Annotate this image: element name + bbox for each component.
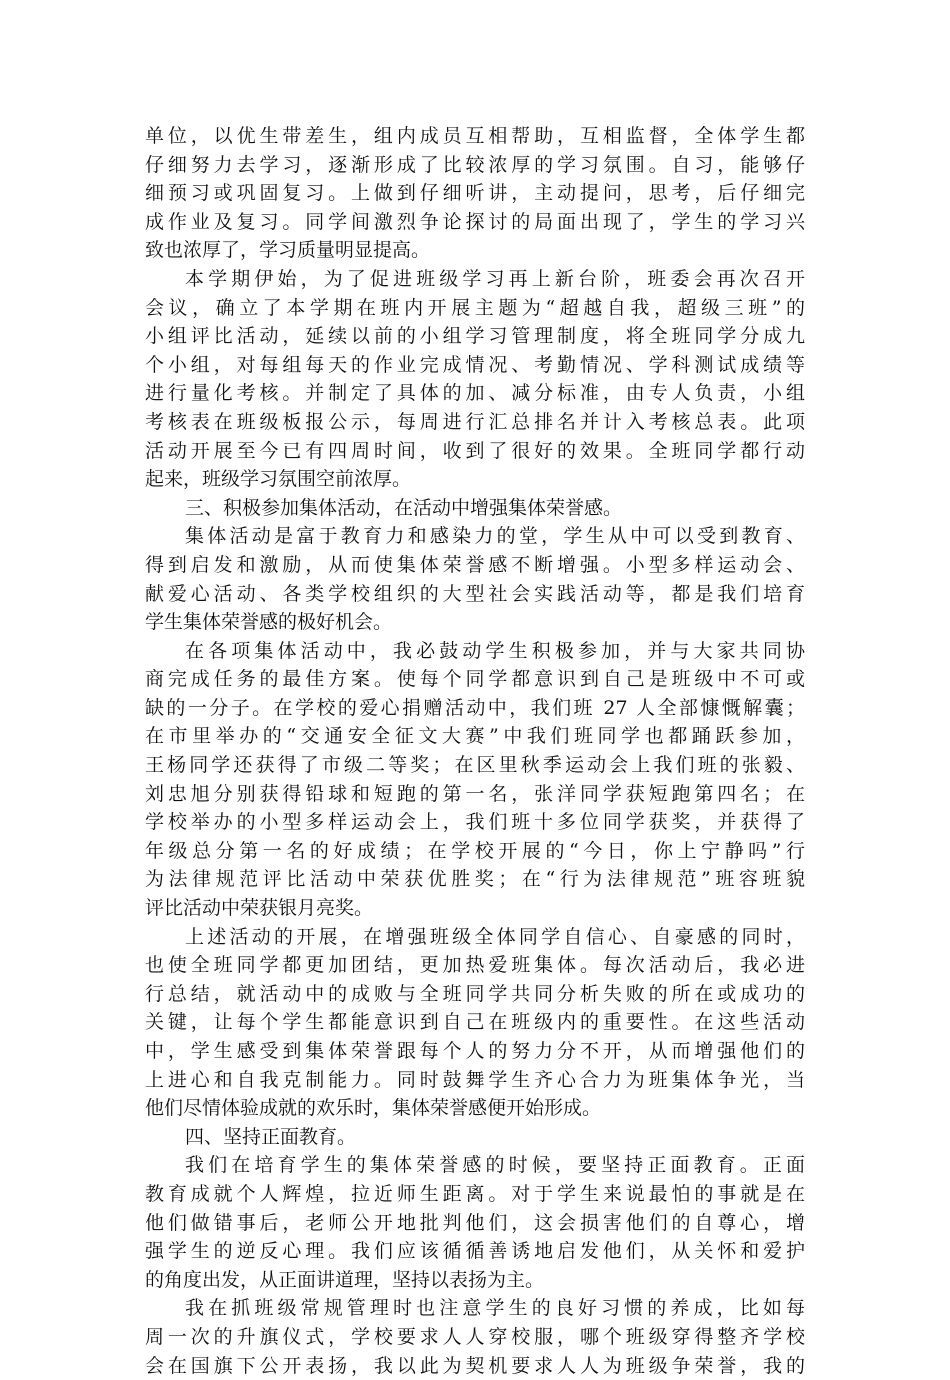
text-line: 王杨同学还获得了市级二等奖；在区里秋季运动会上我们班的张毅、 [145,754,805,777]
text-line: 仔细努力去学习，逐渐形成了比较浓厚的学习氛围。自习，能够仔 [145,153,805,176]
text-line: 献爱心活动、各类学校组织的大型社会实践活动等，都是我们培育 [145,582,805,605]
text-line: 商完成任务的最佳方案。使每个同学都意识到自己是班级中不可或 [145,668,805,691]
text-line: 上进心和自我克制能力。同时鼓舞学生齐心合力为班集体争光，当 [145,1068,805,1091]
text-line: 也使全班同学都更加团结，更加热爱班集体。每次活动后，我必进 [145,954,805,977]
text-line: 学校举办的小型多样运动会上，我们班十多位同学获奖，并获得了 [145,811,805,834]
text-line: 他们尽情体验成就的欢乐时，集体荣誉感便开始形成。 [145,1097,602,1120]
text-line: 会议，确立了本学期在班内开展主题为“超越自我，超级三班”的 [145,296,805,319]
text-line: 四、坚持正面教育。 [185,1125,357,1148]
text-line: 的角度出发，从正面讲道理，坚持以表扬为主。 [145,1268,545,1291]
document-body [145,122,805,1380]
text-line: 周一次的升旗仪式，学校要求人人穿校服，哪个班级穿得整齐学校 [145,1325,805,1348]
text-line: 刘忠旭分别获得铅球和短跑的第一名，张洋同学获短跑第四名；在 [145,782,805,805]
text-line: 在各项集体活动中，我必鼓动学生积极参加，并与大家共同协 [185,639,805,662]
text-line: 评比活动中荣获银月亮奖。 [145,897,374,920]
text-line: 考核表在班级板报公示，每周进行汇总排名并计入考核总表。此项 [145,410,805,433]
text-line: 成作业及复习。同学间激烈争论探讨的局面出现了，学生的学习兴 [145,210,805,233]
text-line: 关键，让每个学生都能意识到自己在班级内的重要性。在这些活动 [145,1011,805,1034]
text-line: 行总结，就活动中的成败与全班同学共同分析失败的所在或成功的 [145,982,805,1005]
text-line: 个小组，对每组每天的作业完成情况、考勤情况、学科测试成绩等 [145,353,805,376]
text-line: 会在国旗下公开表扬，我以此为契机要求人人为班级争荣誉，我的 [145,1354,805,1377]
text-line: 三、积极参加集体活动，在活动中增强集体荣誉感。 [185,496,623,519]
text-line: 起来，班级学习氛围空前浓厚。 [145,468,412,491]
text-line: 小组评比活动，延续以前的小组学习管理制度，将全班同学分成九 [145,325,805,348]
text-line: 单位，以优生带差生，组内成员互相帮助，互相监督，全体学生都 [145,125,805,147]
text-line: 进行量化考核。并制定了具体的加、减分标准，由专人负责，小组 [145,382,805,405]
text-line: 得到启发和激励，从而使集体荣誉感不断增强。小型多样运动会、 [145,553,805,576]
text-line: 为法律规范评比活动中荣获优胜奖；在“行为法律规范”班容班貌 [145,868,805,891]
text-line: 强学生的逆反心理。我们应该循循善诱地启发他们，从关怀和爱护 [145,1240,805,1263]
text-line: 本学期伊始，为了促进班级学习再上新台阶，班委会再次召开 [185,267,805,290]
text-line: 我们在培育学生的集体荣誉感的时候，要坚持正面教育。正面 [185,1154,805,1177]
text-line: 活动开展至今已有四周时间，收到了很好的效果。全班同学都行动 [145,439,805,462]
text-line: 学生集体荣誉感的极好机会。 [145,611,393,634]
text-line: 集体活动是富于教育力和感染力的堂，学生从中可以受到教育、 [185,525,805,548]
text-line: 致也浓厚了，学习质量明显提高。 [145,239,431,262]
text-line: 教育成就个人辉煌，拉近师生距离。对于学生来说最怕的事就是在 [145,1182,805,1205]
text-line: 细预习或巩固复习。上做到仔细听讲，主动提问，思考，后仔细完 [145,182,805,205]
text-line: 年级总分第一名的好成绩；在学校开展的“今日，你上宁静吗”行 [145,839,805,862]
text-line: 他们做错事后，老师公开地批判他们，这会损害他们的自尊心，增 [145,1211,805,1234]
text-line: 缺的一分子。在学校的爱心捐赠活动中，我们班 27 人全部慷慨解囊； [145,696,805,719]
text-line: 上述活动的开展，在增强班级全体同学自信心、自豪感的同时， [185,925,805,948]
text-line: 在市里举办的“交通安全征文大赛”中我们班同学也都踊跃参加， [145,725,805,748]
text-line: 中，学生感受到集体荣誉跟每个人的努力分不开，从而增强他们的 [145,1040,805,1062]
text-line: 我在抓班级常规管理时也注意学生的良好习惯的养成，比如每 [185,1297,805,1320]
